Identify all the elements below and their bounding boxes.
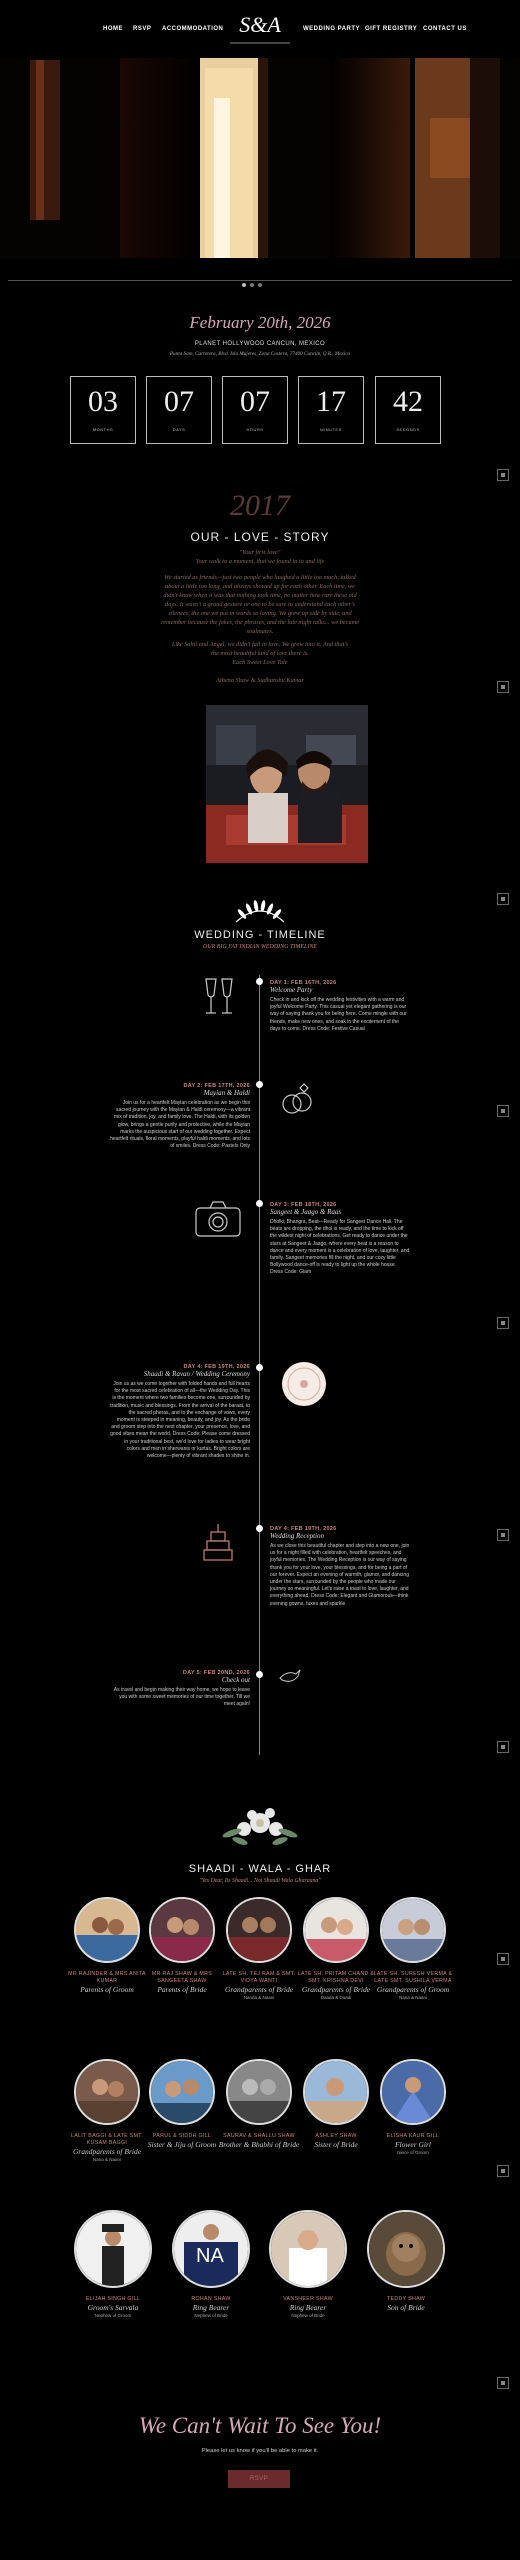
doorway-illustration [0,58,520,288]
member-photo [303,2059,369,2125]
closing-subtext: Please let us know if you'll be able to make it. [201,2448,319,2454]
nav-accommodation[interactable]: ACCOMMODATION [162,26,224,32]
timeline-heading: WEDDING - TIMELINE [194,929,326,941]
member-photo [380,1897,446,1963]
nav-rsvp[interactable]: RSVP [133,26,152,32]
timeline-event-2 [110,1083,250,1150]
wedding-date: February 20th, 2026 [189,313,331,332]
event-description: Join us as we come together with folded hands and full hearts for the most sacred celebration of all—the Wedding Day. This is the moment where two families become one, surrounded by tradition, music and blessings. From the arrival of the baraat, to the sacred pheras, and to the exchange of vows, every moment is steeped in meaning, beauty, and joy. As the bride and groom step into the next chapter, your presence, love, and good vibes mean the world. Dress Code: Please come dressed in your traditional best, we'd love for ladies to wear bright colors and men in sherwanis or kurtas. Bright colors are welcome—plenty of vibrant shades to shine in. [110,1381,250,1460]
story-year: 2017 [230,489,290,522]
side-nav-button[interactable] [497,2165,509,2177]
member-photo [149,1897,215,1963]
story-paragraph-2: Like Sahil and Angel, we didn't fall in love. We grew into it. And that's the most beautiful kind of love there is. [171,641,349,657]
timeline-event-6 [110,1670,250,1709]
family-member: ASHLEY SHAW Sister of Bride [291,2059,381,2150]
side-nav-button[interactable] [497,1741,509,1753]
site-logo[interactable]: S&A [239,12,281,37]
countdown-days: 07 DAYS [146,376,212,444]
family-member: LATE SH. TEJ RAM & SMT. VIDYA WANTI Grandparents of Bride Nanda & Naani [214,1897,304,2000]
family-subheading: "Yes Dear, Its Shaadi... Not Shaadi Wala Gharaana" [199,1878,321,1884]
story-signature: Athena Shaw & Sudhanshu Kumar [216,677,304,684]
event-title: Sangeet & Jaago & Raas [270,1208,342,1216]
rings-icon [278,1080,318,1120]
member-photo [226,1897,292,1963]
family-member: MR RAJ SHAW & MRS SANGEETA SHAW Parents of Bride [137,1897,227,1995]
hero-image [0,58,520,288]
family-member: LATE SH. SURESH VERMA & LATE SMT. SUSHILA VERMA Grandparents of Groom Nana & Naani [368,1897,458,2000]
story-paragraph-3: Each Sweet Love Tale [232,659,288,666]
family-member: NA ROHAN SHAW Ring Bearer Nephew of Bride [166,2210,256,2318]
event-description: As travel and begin making their way home, we hope to leave you with some sweet memories of our time together. Till we meet again! [113,1687,250,1708]
family-member: LATE SH. PRITAM CHAND & SMT. KRISHNA DEVI Grandparents of Bride Daada & Daadi [291,1897,381,2000]
event-title: Welcome Party [270,986,313,994]
member-photo [74,2210,152,2288]
family-heading: SHAADI - WALA - GHAR [188,1863,332,1875]
countdown-months: 03 MONTHS [70,376,136,444]
closing-heading: We Can't Wait To See You! [138,2413,382,2438]
venue-address: Punta Sam, Carretera, Blvd. Isla Mujeres, Zona Costera, 77400 Cancún, Q.R., Mexico [169,351,351,357]
camera-icon [194,1198,242,1238]
family-member: TEDDY SHAW Son of Bride [361,2210,451,2313]
story-quote-1: "Your first love" [239,549,281,556]
event-day: DAY 4: FEB 19TH, 2026 [270,1526,337,1532]
event-description: Dholki, Bhangra, Beat—Ready for Sangeet Dance Hall. The beats are dropping, the dhol is ready, and the time to kick off the wildest night of celebrations. Get ready to dance under the stars at Sangeet & Jaago, where every beat is a reason to dance and every moment is a celebration of love, laughter, and family. Sangeet memories fill the night, and our cozy little Bollywood dance-off is ready to light up the whole house. Dress Code: Glam [270,1219,410,1276]
side-nav-button[interactable] [497,1953,509,1965]
top-nav [0,0,520,58]
countdown-seconds: 42 SECONDS [375,376,441,444]
timeline-subheading: OUR BIG FAT INDIAN WEDDING TIMELINE [202,944,318,950]
side-nav-button[interactable] [497,2377,509,2389]
nav-gift-registry[interactable]: GIFT REGISTRY [365,26,418,32]
member-photo [149,2059,215,2125]
member-photo [380,2059,446,2125]
side-nav-button[interactable] [497,1529,509,1541]
countdown-hours: 07 HOURS [222,376,288,444]
family-member: SAURAV & SHALLU SHAW Brother & Bhabhi of Bride [214,2059,304,2150]
timeline-dot [256,1671,263,1678]
story-paragraph-1: We started as friends—just two people who laughed a little too much, talked about a little too long, and always showed up for each other. Each time, we didn't know when it was that nothing took time, no matter how rare these old days. It wasn't a grand gesture or one to be sure to understand each other's silences, the one we put in words so loving. We grew up side by side, and remember because the jokes, the phrases, and the late night talks... we became soulmates. [161,574,359,635]
champagne-glasses-icon [200,975,240,1019]
venue-name: PLANET HOLLYWOOD CANCUN, MEXICO [194,341,326,347]
event-title: Wedding Reception [270,1532,324,1540]
event-description: As we close this beautiful chapter and step into a new one, join us for a night filled with celebration, heartfelt speeches, and joyful memories. The Wedding Reception is our way of saying thank you for your love, your blessings, and for being a part of our forever. Expect an evening of warmth, glamor, and dancing under the stars, surrounded by the people who made our journey so meaningful. Let's raise a toast to love, laughter, and everything ahead. Dress Code: Elegant and Glamorous—think evening gowns, tuxes and sparkle [270,1543,410,1607]
event-title: Mayian & Haldi [203,1089,250,1097]
nav-contact-us[interactable]: CONTACT US [423,26,467,32]
countdown-minutes: 17 MINUTES [298,376,364,444]
event-description: Check in and kick off the wedding festivities with a warm and joyful Welcome Party. This casual yet elegant gathering is our way of saying thank you for being here. Come mingle with our friends, make new ones, and soak in the excitement of the days to come. Dress Code: Festive Casual [270,997,407,1032]
story-heading: OUR - LOVE - STORY [190,530,330,544]
family-member: ELIJAH SINGH GILL Groom's Sarvala Nephew of Groom [68,2210,158,2318]
flower-badge-icon [280,1360,328,1408]
event-day: DAY 3: FEB 18TH, 2026 [270,1202,337,1208]
member-photo [74,1897,140,1963]
event-day: DAY 2: FEB 17TH, 2026 [183,1083,250,1089]
timeline-event-1 [270,980,410,1033]
side-nav-button[interactable] [497,1105,509,1117]
couple-photo [206,705,368,863]
timeline-dot [256,1364,263,1371]
svg-text:NA: NA [196,2245,224,2267]
timeline-dot [256,1200,263,1207]
side-nav-button[interactable] [497,1317,509,1329]
family-member: PARUL & SIDDH GILL Sister & Jiju of Groom [137,2059,227,2150]
member-photo [74,2059,140,2125]
family-member: VANSHEER SHAW Ring Bearer Nephew of Bride [263,2210,353,2318]
member-photo [367,2210,445,2288]
timeline-dot [256,1525,263,1532]
family-member: MR RAJINDER & MRS ANITA KUMAR Parents of Groom [62,1897,152,1995]
member-photo [172,2210,250,2288]
family-member: LALIT BAGGI & LATE SMT. KUSAM BAGGI Grandparents of Bride Nana & Naani [62,2059,152,2162]
timeline-event-5 [270,1526,410,1608]
logo-underline [230,42,290,44]
event-title: Shaadi & Ravan / Wedding Ceremony [143,1370,250,1378]
story-quote-2: Your walk to a moment, that we found in to and life [195,558,325,565]
event-day: DAY 5: FEB 20ND, 2026 [182,1670,250,1676]
member-photo [303,1897,369,1963]
nav-home[interactable]: HOME [103,26,123,32]
timeline-dot [256,1081,263,1088]
leaf-icon [232,900,288,924]
family-member: ELISHA KAUR GILL Flower Girl Niece of Groom [368,2059,458,2155]
cake-icon [196,1520,240,1564]
timeline-dot [256,978,263,985]
floral-bouquet-icon [210,1793,310,1857]
side-nav-button[interactable] [497,469,509,481]
event-day: DAY 1: FEB 16TH, 2026 [270,980,337,986]
side-nav-button[interactable] [497,893,509,905]
member-photo [269,2210,347,2288]
rsvp-button[interactable]: RSVP [228,2470,290,2488]
timeline-event-4 [110,1364,250,1460]
event-day: DAY 4: FEB 19TH, 2026 [183,1364,250,1370]
nav-wedding-party[interactable]: WEDDING PARTY [303,26,361,32]
timeline-event-3 [270,1202,410,1277]
dove-icon [278,1666,302,1686]
event-title: Check out [221,1676,250,1684]
event-description: Join us for a heartfelt Mayian celebration as we begin this sacred journey with the Mayian & Haldi ceremony—a vibrant mix of tradition, joy, and family love. The Haldi, with its golden glow, brings a gentle purity and protective, while the Mayian marks the auspicious start of our wedding together. Expect heartfelt rituals, floral moments, playful haldi moments, and lots of smiles. Dress Code: Pastels Only [110,1100,250,1150]
member-photo [226,2059,292,2125]
